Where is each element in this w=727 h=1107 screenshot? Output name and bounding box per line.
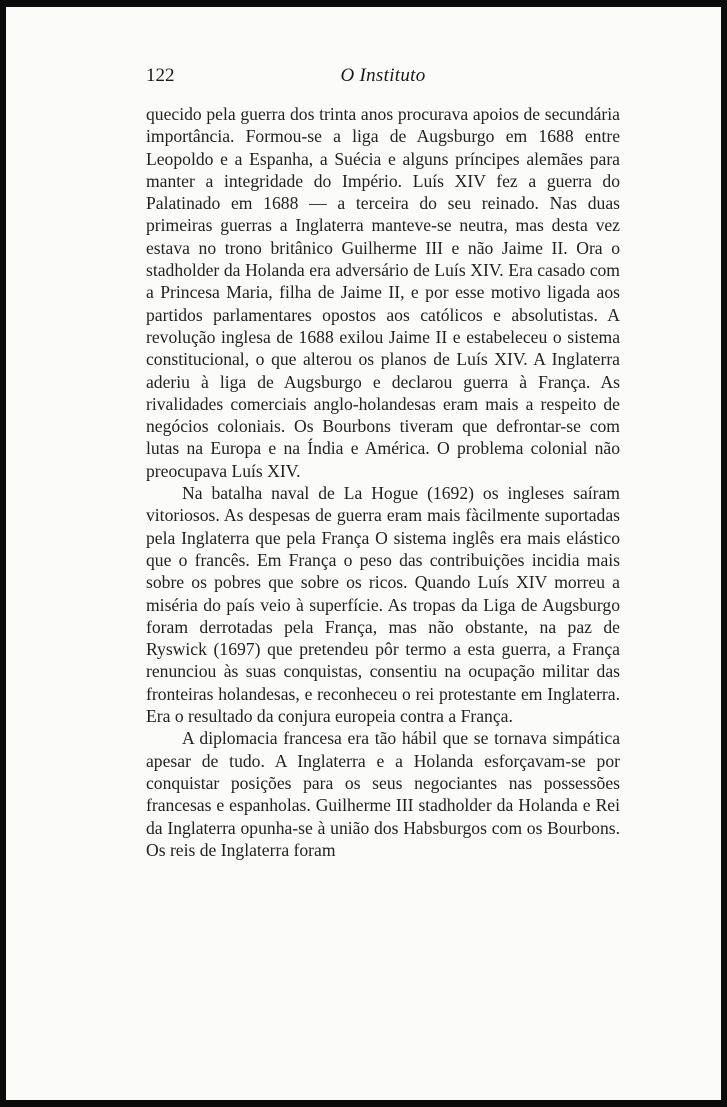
paragraph-2: Na batalha naval de La Hogue (1692) os ingleses saíram vitoriosos. As despesas de guerra eram mais fàcilmente suportadas pela Inglaterra que pela França O sistema inglês era mais elástico que o francês. Em França o peso das contribuições incidia mais sobre os pobres que sobre os ricos. Quando Luís XIV morreu a miséria do país veio à superfície. As tropas da Liga de Augsburgo foram derrotadas pela França, mas não obstante, na paz de Ryswick (1697) que pretendeu pôr termo a esta guerra, a França renunciou às suas conquistas, consentiu na ocupação militar das fronteiras holandesas, e reconheceu o rei protestante em Inglaterra. Era o resultado da conjura europeia contra a França.	[146, 483, 620, 727]
running-title: O Instituto	[340, 65, 426, 86]
page-header	[146, 65, 620, 89]
page-number: 122	[146, 65, 175, 86]
paragraph-1: quecido pela guerra dos trinta anos procurava apoios de secundária importância. Formou-se a liga de Augsburgo em 1688 entre Leopoldo e a Espanha, a Suécia e alguns príncipes alemães para manter a integridade do Império. Luís XIV fez a guerra do Palatinado em 1688 — a terceira do seu reinado. Nas duas primeiras guerras a Inglaterra manteve-se neutra, mas desta vez estava no trono britânico Guilherme III e não Jaime II. Ora o stadholder da Holanda era adversário de Luís XIV. Era casado com a Princesa Maria, filha de Jaime II, e por esse motivo ligada aos partidos parlamentares opostos aos católicos e absolutistas. A revolução inglesa de 1688 exilou Jaime II e estabeleceu o sistema constitucional, o que alterou os planos de Luís XIV. A Inglaterra aderiu à liga de Augsburgo e declarou guerra à França. As rivalidades comerciais anglo-holandesas eram mais a respeito de negócios coloniais. Os Bourbons tiveram que defrontar-se com lutas na Europa e na Índia e América. O problema colonial não preocupava Luís XIV.	[146, 104, 620, 481]
scanned-page	[6, 7, 721, 1100]
paragraph-3: A diplomacia francesa era tão hábil que se tornava simpática apesar de tudo. A Inglaterra e a Holanda esforçavam-se por conquistar posições para os seus negociantes nas possessões francesas e espanholas. Guilherme III stadholder da Holanda e Rei da Inglaterra opunha-se à união dos Habsburgos com os Bourbons. Os reis de Inglaterra foram	[146, 728, 620, 860]
body-text	[146, 103, 620, 861]
